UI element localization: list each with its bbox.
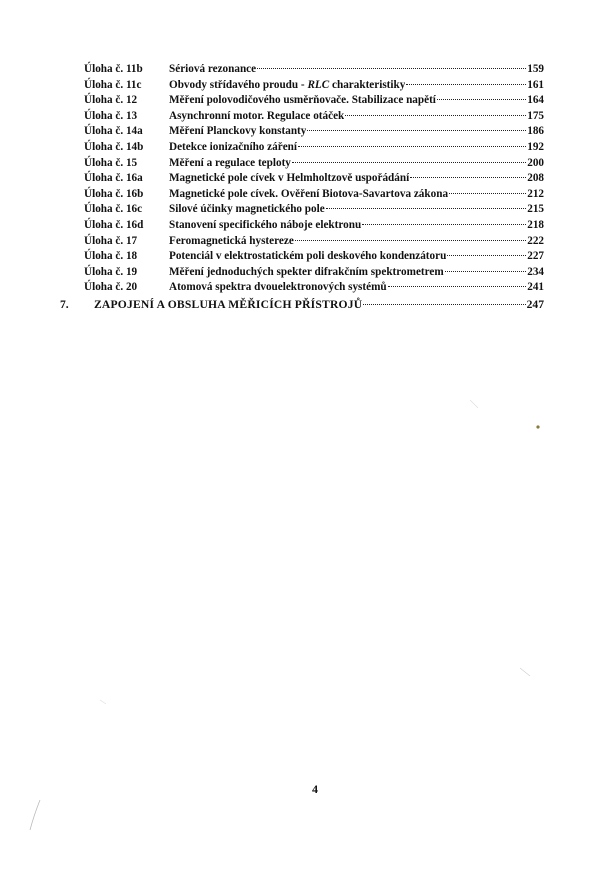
task-title: Detekce ionizačního záření (169, 140, 298, 153)
scan-scratch (30, 800, 40, 830)
task-number: Úloha č. 14a (84, 125, 143, 138)
page-number: 4 (312, 782, 318, 796)
page-ref: 164 (527, 94, 544, 107)
page-ref: 215 (527, 203, 544, 216)
task-number: Úloha č. 19 (84, 265, 138, 278)
task-title: Stanovení specifického náboje elektronu (169, 218, 362, 231)
task-number: Úloha č. 13 (84, 109, 138, 122)
scan-scratch (100, 700, 106, 704)
task-number: Úloha č. 16c (84, 203, 143, 216)
task-title: Asynchronní motor. Regulace otáček (169, 109, 345, 122)
task-title: Silové účinky magnetického pole (169, 203, 325, 216)
page-ref: 212 (527, 187, 544, 200)
page-ref: 227 (527, 250, 544, 263)
task-number: Úloha č. 17 (84, 234, 138, 247)
page-ref: 208 (527, 172, 544, 185)
task-number: Úloha č. 16b (84, 187, 144, 200)
task-title: Atomová spektra dvouelektronových systémů (169, 281, 387, 294)
task-number: Úloha č. 16a (84, 172, 143, 185)
scan-scratch (470, 400, 478, 408)
page-ref: 186 (527, 125, 544, 138)
page-ref: 159 (527, 63, 544, 75)
task-number: Úloha č. 16d (84, 218, 144, 231)
task-title: Měření a regulace teploty (169, 156, 291, 169)
scan-scratch (520, 668, 530, 676)
task-number: Úloha č. 15 (84, 156, 138, 169)
page-ref: 175 (527, 109, 544, 122)
task-number: Úloha č. 14b (84, 140, 144, 153)
chapter-number: 7. (60, 298, 69, 311)
page-ref: 222 (527, 234, 544, 247)
page-ref: 161 (527, 78, 544, 91)
task-number: Úloha č. 20 (84, 281, 138, 294)
task-title-post: charakteristiky (329, 78, 406, 91)
task-title: Feromagnetická hystereze (169, 234, 294, 247)
task-title: Potenciál v elektrostatickém poli deskového kondenzátoru (169, 250, 447, 263)
page-ref: 241 (527, 281, 544, 294)
task-title: Měření polovodičového usměrňovače. Stabilizace napětí (169, 94, 436, 107)
page-ref: 234 (527, 265, 544, 278)
task-number: Úloha č. 18 (84, 250, 138, 263)
task-title: Měření jednoduchých spekter difrakčním spektrometrem (169, 265, 444, 278)
page-ref: 192 (527, 140, 544, 153)
task-number: Úloha č. 12 (84, 94, 138, 107)
page-ref: 218 (527, 218, 544, 231)
task-title: Měření Planckovy konstanty (169, 125, 307, 138)
task-title-em: RLC (307, 78, 330, 91)
page-ref: 247 (526, 298, 544, 311)
task-title: Magnetické pole cívek v Helmholtzově uspořádání (169, 172, 410, 185)
page-ref: 200 (527, 156, 544, 169)
chapter-title: ZAPOJENÍ A OBSLUHA MĚŘICÍCH PŘÍSTROJŮ (94, 298, 363, 311)
scan-speck (536, 425, 539, 428)
task-title: Sériová rezonance (169, 63, 257, 75)
task-title: Magnetické pole cívek. Ověření Biotova-Savartova zákona (169, 187, 449, 200)
task-number: Úloha č. 11c (84, 78, 142, 91)
task-title-pre: Obvody střídavého proudu - (169, 78, 308, 91)
task-number: Úloha č. 11b (84, 63, 143, 75)
